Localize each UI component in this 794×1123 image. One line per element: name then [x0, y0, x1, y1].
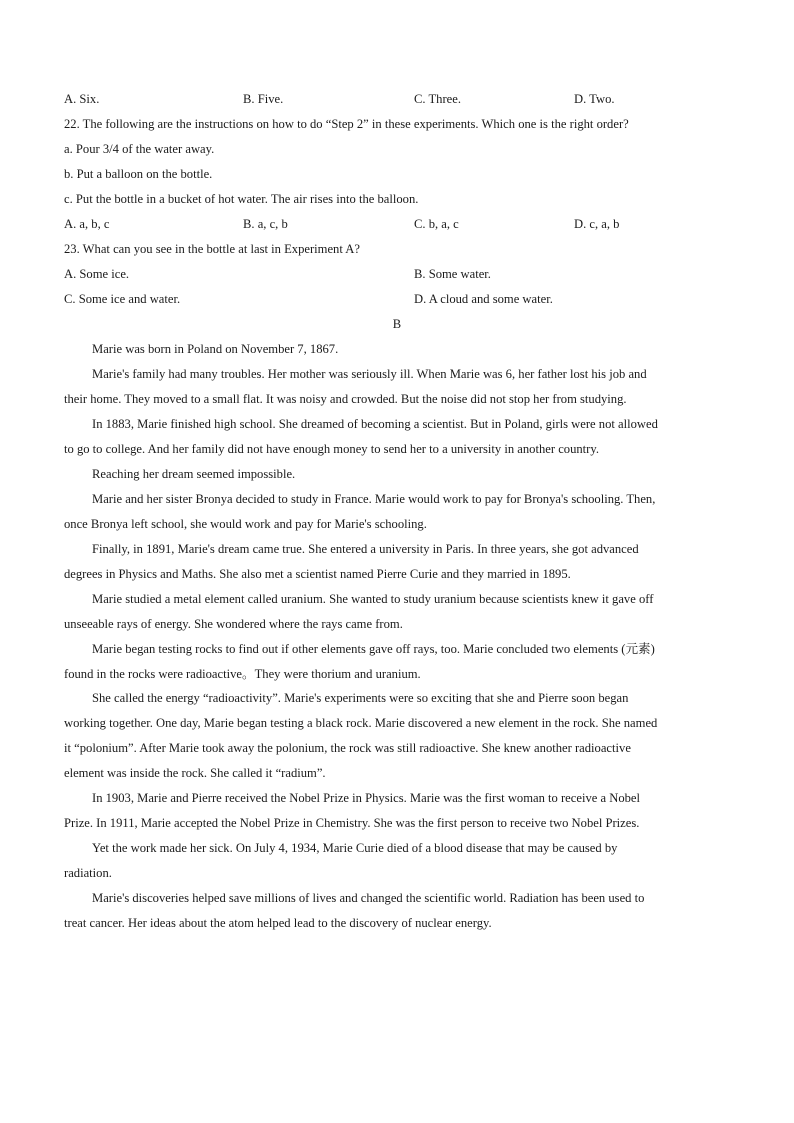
q23-question: 23. What can you see in the bottle at last in Experiment A? [64, 242, 360, 256]
passage-line: once Bronya left school, she would work and pay for Marie's schooling. [64, 517, 427, 531]
passage-line: unseeable rays of energy. She wondered where the rays came from. [64, 617, 403, 631]
q23-option-c: C. Some ice and water. [64, 292, 181, 306]
q21-option-b: B. Five. [243, 92, 284, 106]
q23-option-a: A. Some ice. [64, 267, 130, 281]
q21-option-d: D. Two. [574, 92, 615, 106]
passage-label: B [392, 317, 402, 331]
passage-line: it “polonium”. After Marie took away the polonium, the rock was still radioactive. She knew another radioactive [64, 741, 631, 755]
passage-line: Prize. In 1911, Marie accepted the Nobel Prize in Chemistry. She was the first person to receive two Nobel Prizes. [64, 816, 640, 830]
passage-line: to go to college. And her family did not have enough money to send her to a university in another country. [64, 442, 599, 456]
q23-option-d: D. A cloud and some water. [414, 292, 553, 306]
passage-line: Yet the work made her sick. On July 4, 1934, Marie Curie died of a blood disease that may be caused by [92, 841, 618, 855]
q22-step-c: c. Put the bottle in a bucket of hot water. The air rises into the balloon. [64, 192, 419, 206]
q22-option-b: B. a, c, b [243, 217, 288, 231]
q21-option-c: C. Three. [414, 92, 461, 106]
passage-line: Marie studied a metal element called uranium. She wanted to study uranium because scientists knew it gave off [92, 592, 654, 606]
q22-option-d: D. c, a, b [574, 217, 620, 231]
passage-line: Marie and her sister Bronya decided to study in France. Marie would work to pay for Bronya's schooling. Then, [92, 492, 656, 506]
passage-line: In 1903, Marie and Pierre received the Nobel Prize in Physics. Marie was the first woman to receive a Nobel [92, 791, 641, 805]
passage-line: Marie was born in Poland on November 7, 1867. [92, 342, 339, 356]
passage-line: degrees in Physics and Maths. She also met a scientist named Pierre Curie and they married in 1895. [64, 567, 571, 581]
q21-option-a: A. Six. [64, 92, 100, 106]
passage-line: working together. One day, Marie began testing a black rock. Marie discovered a new element in the rock. She named [64, 716, 658, 730]
q23-option-b: B. Some water. [414, 267, 491, 281]
passage-line: radiation. [64, 866, 112, 880]
passage-line: Reaching her dream seemed impossible. [92, 467, 296, 481]
q22-step-b: b. Put a balloon on the bottle. [64, 167, 213, 181]
passage-line: their home. They moved to a small flat. It was noisy and crowded. But the noise did not stop her from studying. [64, 392, 627, 406]
passage-line: She called the energy “radioactivity”. Marie's experiments were so exciting that she and Pierre soon began [92, 691, 629, 705]
q22-option-a: A. a, b, c [64, 217, 110, 231]
passage-line: Marie's discoveries helped save millions of lives and changed the scientific world. Radiation has been used to [92, 891, 645, 905]
passage-line: Marie began testing rocks to find out if other elements gave off rays, too. Marie concluded two elements (元素) [92, 642, 655, 656]
passage-line: found in the rocks were radioactive。They were thorium and uranium. [64, 667, 421, 681]
passage-line: Finally, in 1891, Marie's dream came true. She entered a university in Paris. In three years, she got advanced [92, 542, 639, 556]
q22-question: 22. The following are the instructions on how to do “Step 2” in these experiments. Which one is the right order? [64, 117, 629, 131]
passage-line: element was inside the rock. She called it “radium”. [64, 766, 326, 780]
q22-step-a: a. Pour 3/4 of the water away. [64, 142, 215, 156]
passage-line: In 1883, Marie finished high school. She dreamed of becoming a scientist. But in Poland, girls were not allowed [92, 417, 658, 431]
passage-line: treat cancer. Her ideas about the atom helped lead to the discovery of nuclear energy. [64, 916, 492, 930]
q22-option-c: C. b, a, c [414, 217, 459, 231]
passage-line: Marie's family had many troubles. Her mother was seriously ill. When Marie was 6, her father lost his job and [92, 367, 647, 381]
